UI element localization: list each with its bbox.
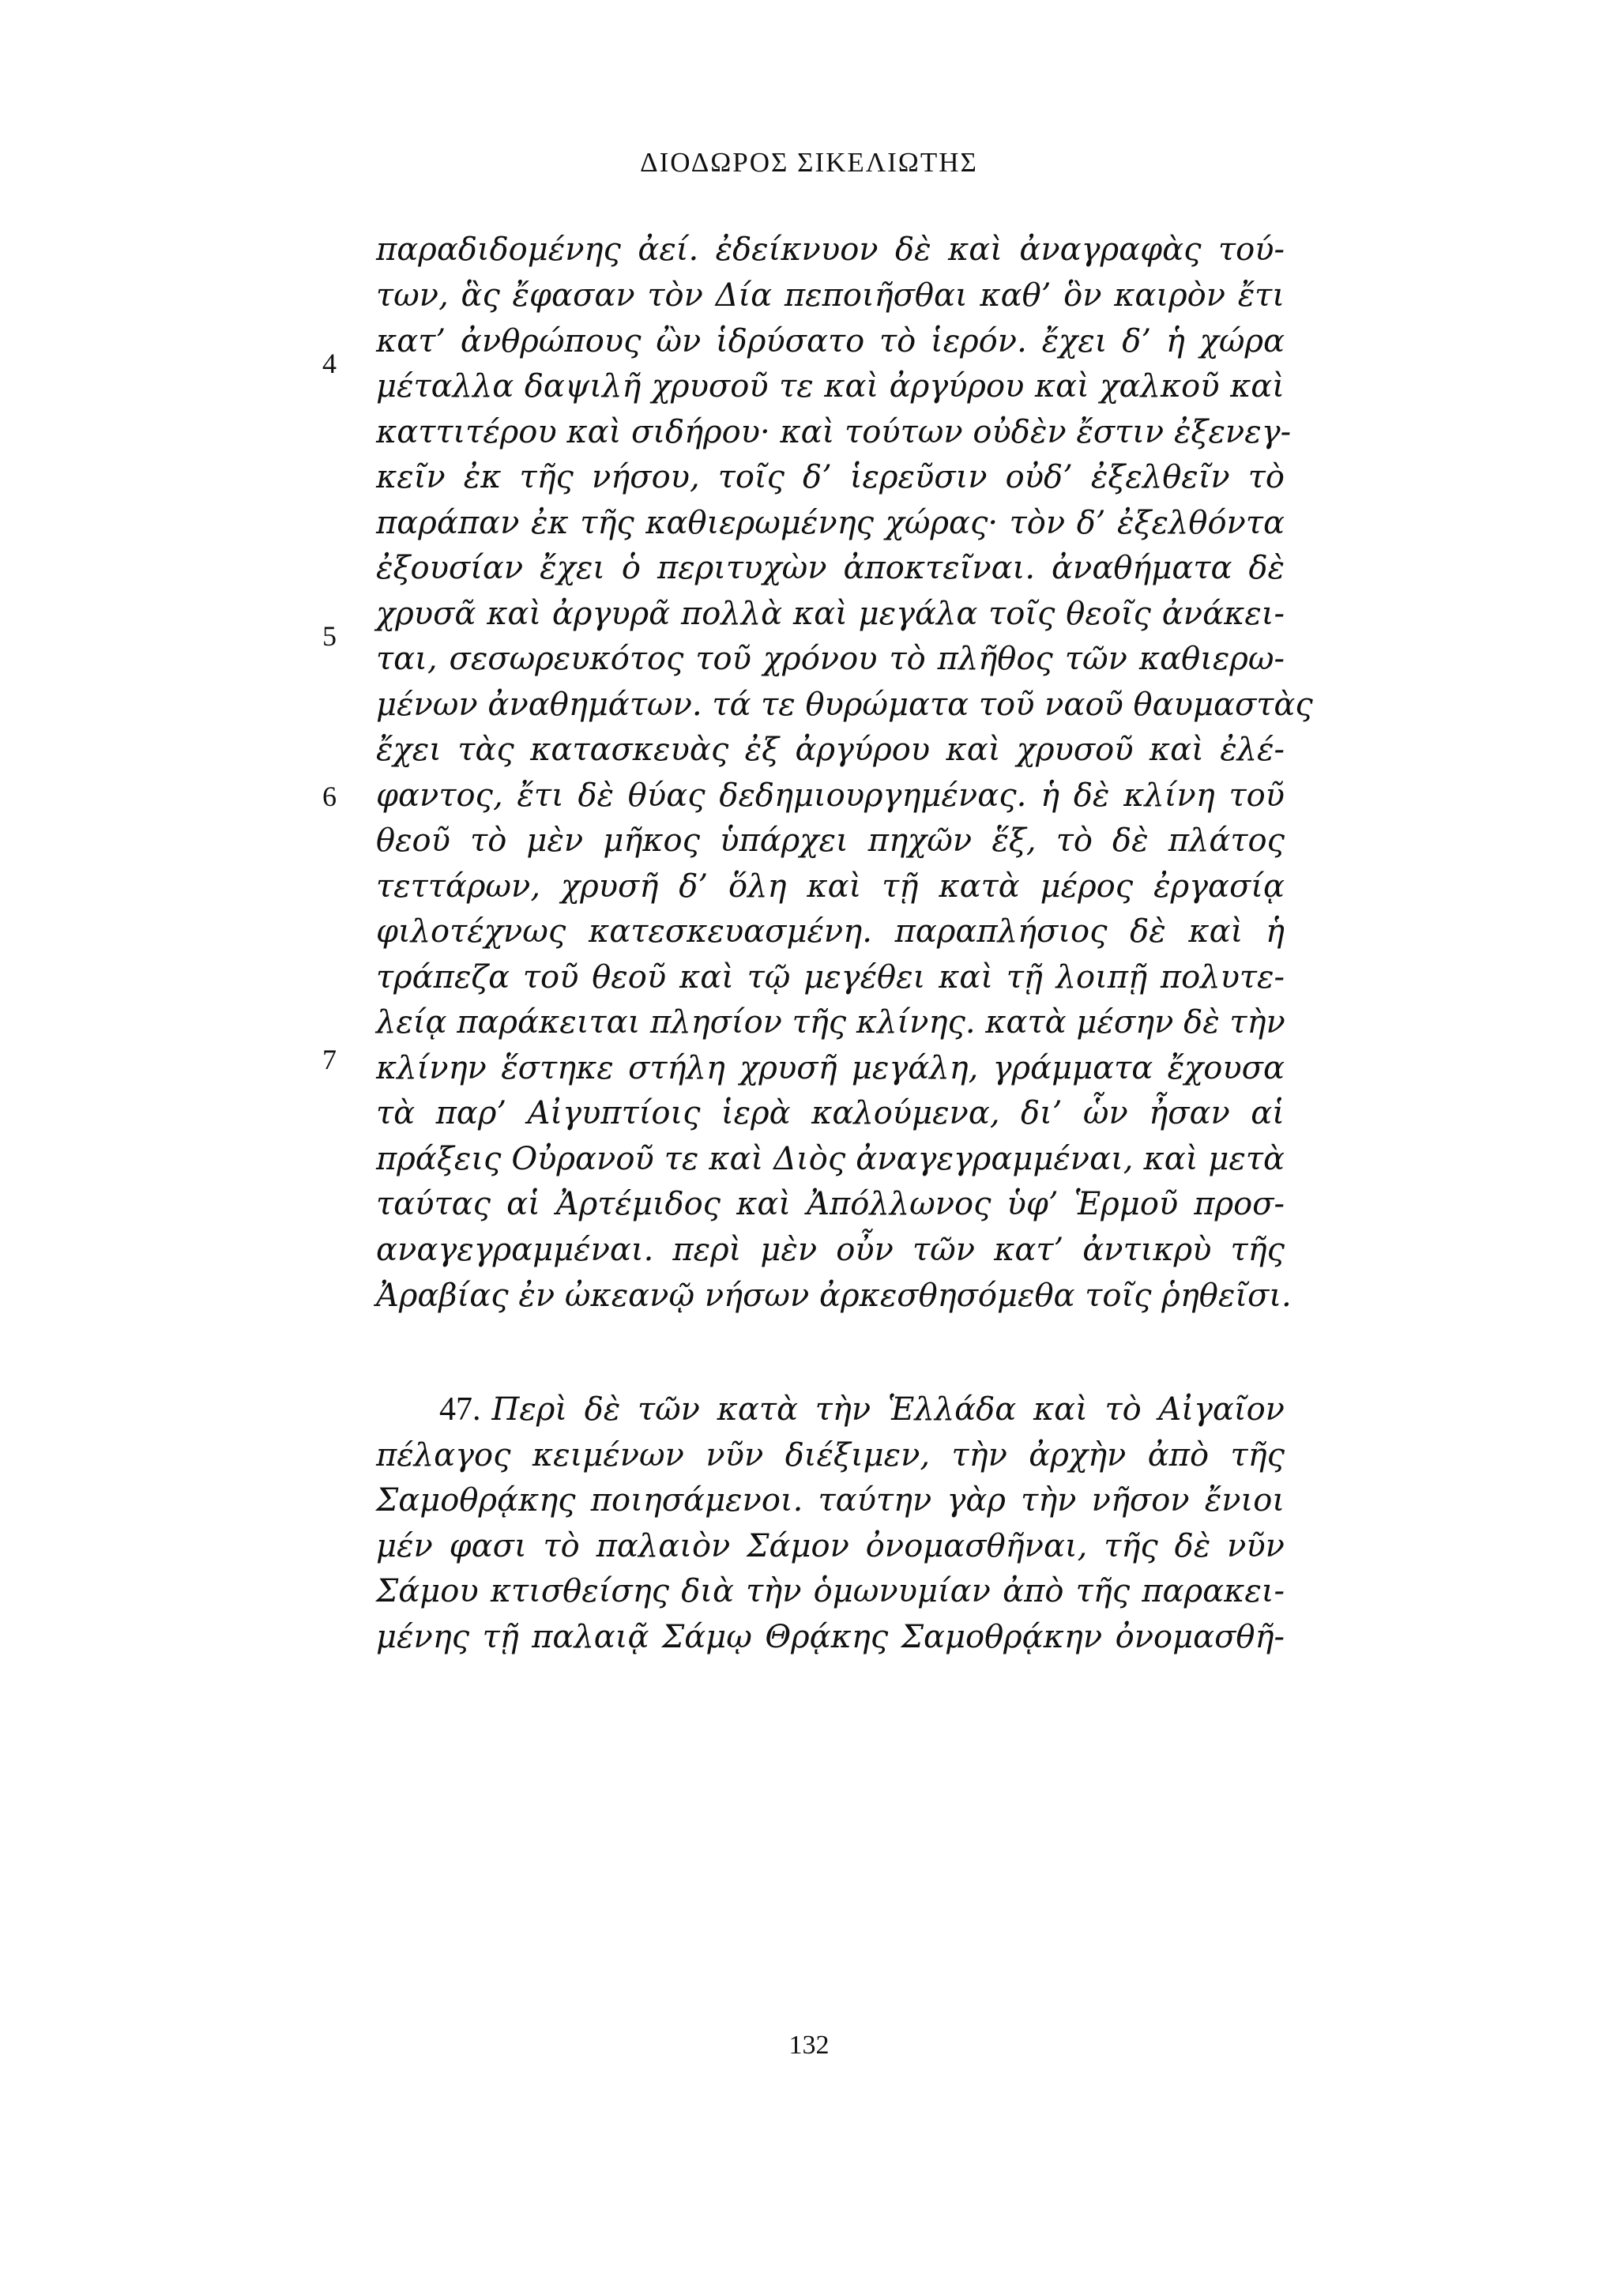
text-line: ἔχει τὰς κατασκευὰς ἐξ ἀργύρου καὶ χρυσοῦ καὶ ἐλέ- xyxy=(376,732,1285,768)
text-line: λείᾳ παράκειται πλησίον τῆς κλίνης. κατὰ μέσην δὲ τὴν xyxy=(376,1004,1285,1041)
text-line: κατ’ ἀνθρώπους ὢν ἱδρύσατο τὸ ἱερόν. ἔχει δ’ ἡ χώρα xyxy=(376,323,1285,359)
margin-section-number: 6 xyxy=(322,781,337,812)
text-line: Σαμοθρᾴκης ποιησάμενοι. ταύτην γὰρ τὴν νῆσον ἔνιοι xyxy=(376,1482,1285,1519)
text-line: καττιτέρου καὶ σιδήρου· καὶ τούτων οὐδὲν ἔστιν ἐξενεγ- xyxy=(376,414,1292,450)
text-line: κεῖν ἐκ τῆς νήσου, τοῖς δ’ ἱερεῦσιν οὐδ’ ἐξελθεῖν τὸ xyxy=(376,459,1285,495)
text-line: Ἀραβίας ἐν ὠκεανῷ νήσων ἀρκεσθησόμεθα τοῖς ῥηθεῖσι. xyxy=(376,1278,1292,1314)
text-line: ται, σεσωρευκότος τοῦ χρόνου τὸ πλῆθος τῶν καθιερω- xyxy=(376,641,1285,677)
margin-section-number: 5 xyxy=(322,620,337,652)
text-line: φιλοτέχνως κατεσκευασμένη. παραπλήσιος δὲ καὶ ἡ xyxy=(376,913,1285,950)
text-line: κλίνην ἕστηκε στήλη χρυσῆ μεγάλη, γράμματα ἔχουσα xyxy=(376,1050,1285,1086)
text-line: των, ἃς ἔφασαν τὸν Δία πεποιῆσθαι καθ’ ὃν καιρὸν ἔτι xyxy=(376,277,1285,314)
text-line: πέλαγος κειμένων νῦν διέξιμεν, τὴν ἀρχὴν ἀπὸ τῆς xyxy=(376,1437,1285,1474)
text-line: μένων ἀναθημάτων. τά τε θυρώματα τοῦ ναοῦ θαυμαστὰς xyxy=(376,687,1313,723)
text-line: τὰ παρ’ Αἰγυπτίοις ἱερὰ καλούμενα, δι’ ὧν ἦσαν αἱ xyxy=(376,1095,1285,1131)
text-line: χρυσᾶ καὶ ἀργυρᾶ πολλὰ καὶ μεγάλα τοῖς θεοῖς ἀνάκει- xyxy=(376,596,1285,632)
text-line: αναγεγραμμέναι. περὶ μὲν οὖν τῶν κατ’ ἀντικρὺ τῆς xyxy=(376,1232,1285,1268)
text-line: θεοῦ τὸ μὲν μῆκος ὑπάρχει πηχῶν ἕξ, τὸ δὲ πλάτος xyxy=(376,822,1285,859)
text-line: μένης τῇ παλαιᾷ Σάμῳ Θρᾴκης Σαμοθρᾴκην ὀνομασθῆ- xyxy=(376,1619,1285,1655)
text-line: πράξεις Οὐρανοῦ τε καὶ Διὸς ἀναγεγραμμέναι, καὶ μετὰ xyxy=(376,1141,1285,1177)
text-line-content: Περὶ δὲ τῶν κατὰ τὴν Ἑλλάδα καὶ τὸ Αἰγαῖον xyxy=(491,1391,1285,1428)
margin-section-number: 4 xyxy=(322,348,337,379)
page-number: 132 xyxy=(788,2031,830,2060)
margin-section-number: 7 xyxy=(322,1044,337,1075)
text-line: φαντος, ἔτι δὲ θύας δεδημιουργημένας. ἡ δὲ κλίνη τοῦ xyxy=(376,777,1285,814)
chapter-number: 47. xyxy=(439,1391,481,1428)
text-line: παραδιδομένης ἀεί. ἐδείκνυον δὲ καὶ ἀναγραφὰς τού- xyxy=(376,231,1285,268)
running-head: ΔΙΟΔΩΡΟΣ ΣΙΚΕΛΙΩΤΗΣ xyxy=(640,147,978,178)
text-line: τράπεζα τοῦ θεοῦ καὶ τῷ μεγέθει καὶ τῇ λοιπῇ πολυτε- xyxy=(376,959,1285,996)
text-line: ἐξουσίαν ἔχει ὁ περιτυχὼν ἀποκτεῖναι. ἀναθήματα δὲ xyxy=(376,550,1285,586)
chapter-opening-line xyxy=(439,1387,1285,1432)
text-line: παράπαν ἐκ τῆς καθιερωμένης χώρας· τὸν δ’ ἐξελθόντα xyxy=(376,505,1285,541)
text-line: ταύτας αἱ Ἀρτέμιδος καὶ Ἀπόλλωνος ὑφ’ Ἑρμοῦ προσ- xyxy=(376,1186,1285,1222)
text-line: μέταλλα δαψιλῆ χρυσοῦ τε καὶ ἀργύρου καὶ χαλκοῦ καὶ xyxy=(376,368,1285,405)
text-line: Σάμου κτισθείσης διὰ τὴν ὁμωνυμίαν ἀπὸ τῆς παρακει- xyxy=(376,1573,1285,1609)
text-line: τεττάρων, χρυσῆ δ’ ὅλη καὶ τῇ κατὰ μέρος ἐργασίᾳ xyxy=(376,868,1285,905)
text-line: μέν φασι τὸ παλαιὸν Σάμον ὀνομασθῆναι, τῆς δὲ νῦν xyxy=(376,1528,1285,1564)
